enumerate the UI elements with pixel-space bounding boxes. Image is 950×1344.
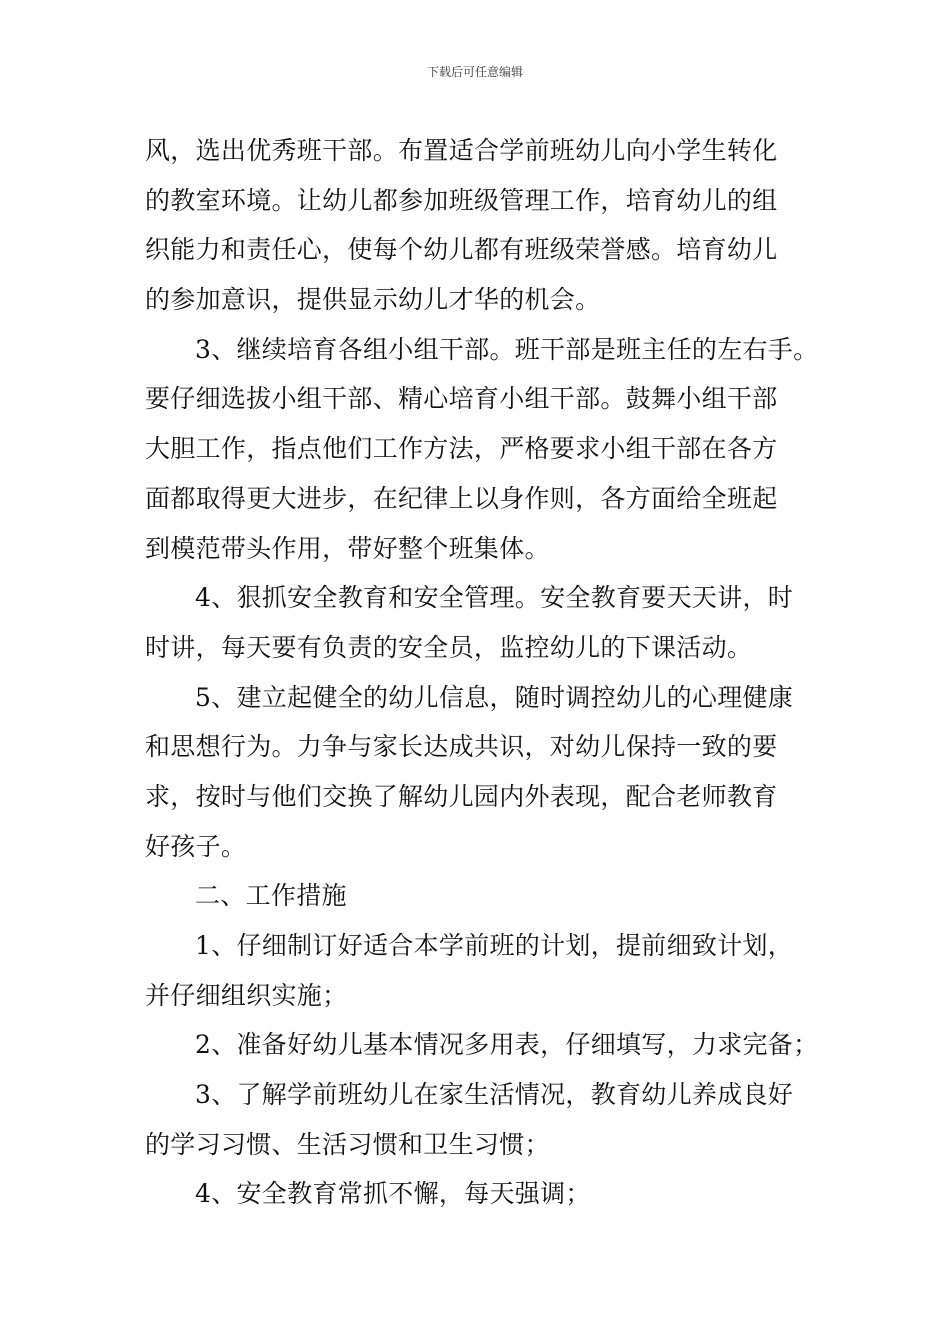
paragraph-start-3: 3、继续培育各组小组干部。班干部是班主任的左右手。	[195, 334, 819, 364]
text-line: 织能力和责任心，使每个幼儿都有班级荣誉感。培育幼儿	[145, 235, 778, 265]
measure-item-1: 1、仔细制订好适合本学前班的计划，提前细致计划，	[195, 931, 794, 960]
text-line: 要仔细选拔小组干部、精心培育小组干部。鼓舞小组干部	[145, 384, 778, 414]
text-line: 的教室环境。让幼儿都参加班级管理工作，培育幼儿的组	[145, 185, 778, 215]
page-header: 下载后可任意编辑	[426, 65, 523, 79]
section-heading: 二、工作措施	[195, 881, 347, 911]
text-line: 到模范带头作用，带好整个班集体。	[145, 533, 550, 563]
measure-item-3: 3、了解学前班幼儿在家生活情况，教育幼儿养成良好	[195, 1080, 794, 1110]
text-line: 风，选出优秀班干部。布置适合学前班幼儿向小学生转化	[145, 136, 778, 165]
paragraph-start-5: 5、建立起健全的幼儿信息，随时调控幼儿的心理健康	[195, 682, 794, 712]
text-line: 面都取得更大进步，在纪律上以身作则，各方面给全班起	[145, 483, 778, 513]
text-line: 求，按时与他们交换了解幼儿园内外表现，配合老师教育	[145, 781, 778, 811]
text-line: 好孩子。	[145, 831, 247, 861]
text-line: 和思想行为。力争与家长达成共识，对幼儿保持一致的要	[145, 732, 778, 762]
measure-item-2: 2、准备好幼儿基本情况多用表，仔细填写，力求完备；	[195, 1030, 819, 1060]
text-line: 大胆工作，指点他们工作方法，严格要求小组干部在各方	[145, 434, 778, 464]
text-line: 时讲，每天要有负责的安全员，监控幼儿的下课活动。	[145, 632, 753, 662]
text-line: 的学习习惯、生活习惯和卫生习惯；	[145, 1129, 550, 1159]
text-line: 并仔细组织实施；	[145, 980, 348, 1010]
paragraph-start-4: 4、狠抓安全教育和安全管理。安全教育要天天讲，时	[195, 583, 794, 613]
measure-item-4: 4、安全教育常抓不懈，每天强调；	[195, 1179, 591, 1209]
text-line: 的参加意识，提供显示幼儿才华的机会。	[145, 285, 601, 315]
document-body	[145, 126, 819, 1219]
